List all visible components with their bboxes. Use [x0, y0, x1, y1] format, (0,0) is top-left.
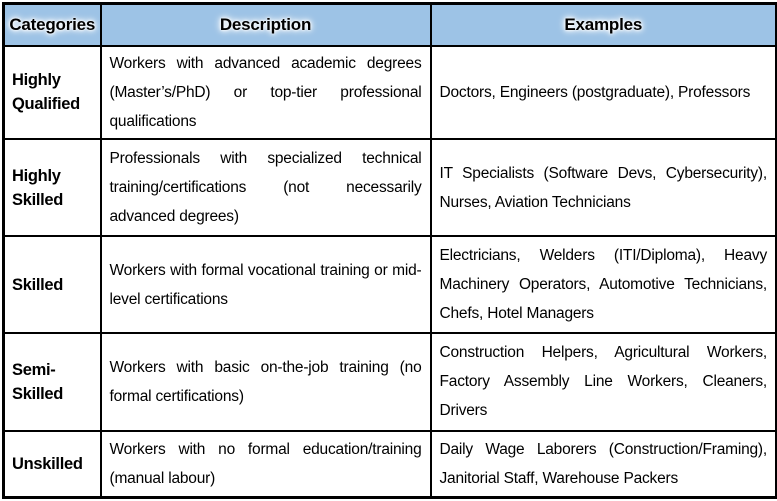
description-cell: Workers with basic on-the-job training (no formal certifications)	[101, 333, 431, 431]
category-cell: Highly Qualified	[4, 46, 101, 140]
table-row-skilled	[4, 236, 777, 333]
header-row	[4, 4, 777, 46]
examples-cell: Daily Wage Laborers (Construction/Framing), Janitorial Staff, Warehouse Packers	[431, 431, 777, 498]
category-cell: Unskilled	[4, 431, 101, 498]
examples-cell: Electricians, Welders (ITI/Diploma), Heavy Machinery Operators, Automotive Technicians, Chefs, Hotel Managers	[431, 236, 777, 333]
header-categories: Categories	[4, 4, 101, 46]
table-row-semi-skilled	[4, 333, 777, 431]
description-cell: Professionals with specialized technical training/certifications (not necessarily advanced degrees)	[101, 139, 431, 236]
examples-cell: Doctors, Engineers (postgraduate), Professors	[431, 46, 777, 140]
description-cell: Workers with no formal education/training (manual labour)	[101, 431, 431, 498]
description-cell: Workers with advanced academic degrees (Master’s/PhD) or top-tier professional qualifications	[101, 46, 431, 140]
examples-cell: Construction Helpers, Agricultural Workers, Factory Assembly Line Workers, Cleaners, Drivers	[431, 333, 777, 431]
category-cell: Semi-Skilled	[4, 333, 101, 431]
header-examples: Examples	[431, 4, 777, 46]
category-cell: Highly Skilled	[4, 139, 101, 236]
table-row-unskilled	[4, 431, 777, 498]
skill-categories-table	[2, 2, 777, 499]
header-description: Description	[101, 4, 431, 46]
examples-cell: IT Specialists (Software Devs, Cybersecurity), Nurses, Aviation Technicians	[431, 139, 777, 236]
table-row-highly-skilled	[4, 139, 777, 236]
table-row-highly-qualified	[4, 46, 777, 140]
description-cell: Workers with formal vocational training or mid-level certifications	[101, 236, 431, 333]
category-cell: Skilled	[4, 236, 101, 333]
